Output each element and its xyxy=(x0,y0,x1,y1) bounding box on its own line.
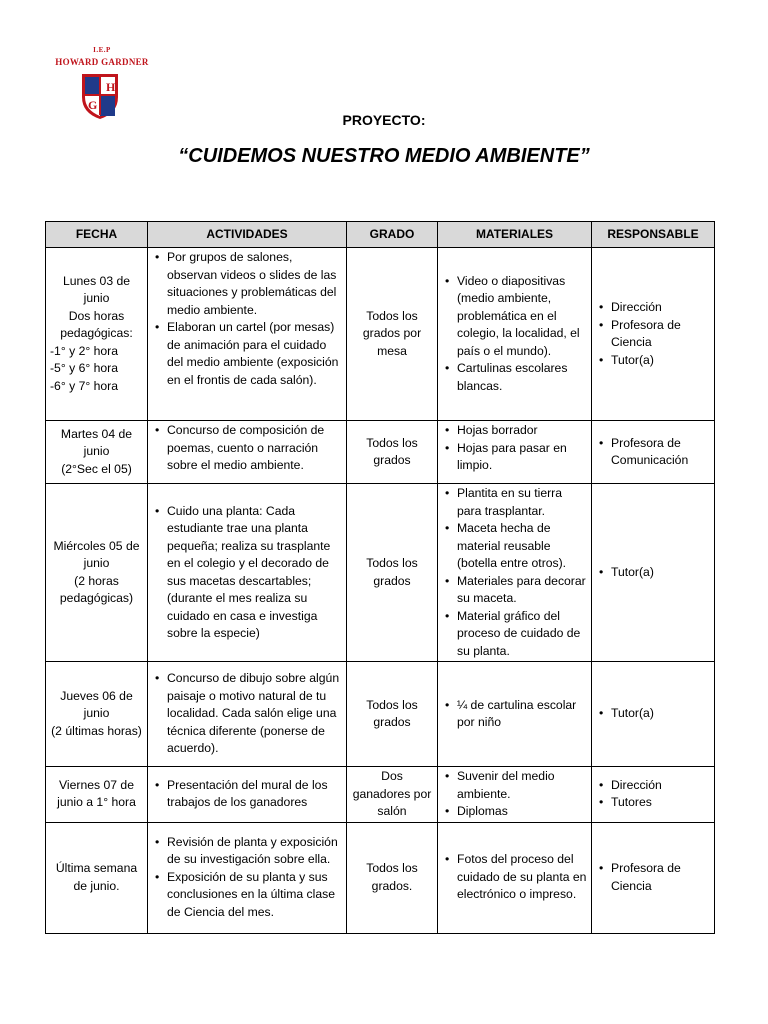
list-item: • Video o diapositivas (medio ambiente, problemática en el colegio, la localidad, el país o el mundo). xyxy=(457,273,587,361)
logo-iep-text: I.E.P xyxy=(93,46,111,54)
list-item: • Suvenir del medio ambiente. xyxy=(457,768,587,803)
list-item: • Profesora de Comunicación xyxy=(611,435,710,470)
list-item: • Hojas borrador xyxy=(457,422,587,440)
cell-fecha xyxy=(46,484,148,662)
cell-actividades xyxy=(148,662,347,767)
fecha-line: -6° y 7° hora xyxy=(50,378,119,393)
cell-grado: Todos los grados xyxy=(347,484,438,662)
fecha-line: Viernes 07 de junio a 1° hora xyxy=(57,777,136,810)
cell-fecha xyxy=(46,248,148,421)
table-header-row xyxy=(46,222,715,248)
list-item: • Plantita en su tierra para trasplantar. xyxy=(457,485,587,520)
list-item: • Presentación del mural de los trabajos de los ganadores xyxy=(167,777,342,812)
shield-letter-g: G xyxy=(88,98,98,112)
cell-fecha xyxy=(46,767,148,823)
list-item: • Elaboran un cartel (por mesas) de animación para el cuidado del medio ambiente (exposición en el frontis de cada salón). xyxy=(167,319,342,389)
cell-fecha xyxy=(46,662,148,767)
cell-grado: Dos ganadores por salón xyxy=(347,767,438,823)
fecha-line: Dos horas pedagógicas: xyxy=(60,308,133,341)
cell-fecha xyxy=(46,421,148,484)
list-item: • Dirección xyxy=(611,777,710,795)
fecha-line: Jueves 06 de junio xyxy=(60,688,133,721)
cell-materiales xyxy=(438,822,592,933)
header-actividades: ACTIVIDADES xyxy=(148,222,347,248)
logo-school-name: HOWARD GARDNER xyxy=(55,57,149,67)
cell-responsable xyxy=(592,248,715,421)
list-item: • Maceta hecha de material reusable (botella entre otros). xyxy=(457,520,587,573)
cell-grado: Todos los grados. xyxy=(347,822,438,933)
cell-actividades xyxy=(148,421,347,484)
activities-table xyxy=(45,221,715,934)
project-label: PROYECTO: xyxy=(342,112,426,128)
cell-grado: Todos los grados xyxy=(347,421,438,484)
cell-fecha xyxy=(46,822,148,933)
cell-actividades xyxy=(148,822,347,933)
fecha-line: Última semana de junio. xyxy=(55,861,138,893)
list-item: • Materiales para decorar su maceta. xyxy=(457,573,587,608)
list-item: • Exposición de su planta y sus conclusiones en la última clase de Ciencia del mes. xyxy=(167,869,342,922)
cell-materiales xyxy=(438,484,592,662)
fecha-line: -5° y 6° hora xyxy=(50,361,119,376)
table-row xyxy=(46,248,715,421)
list-item: • Cuido una planta: Cada estudiante trae una planta pequeña; realiza su trasplante en el colegio y el decorado de sus macetas descartables; (durante el mes realiza su cuidado en casa e investiga sobre la especie) xyxy=(167,503,342,643)
list-item: • Concurso de dibujo sobre algún paisaje o motivo natural de tu localidad. Cada salón elige una técnica diferente (ponerse de acuerdo). xyxy=(167,670,342,758)
cell-materiales xyxy=(438,421,592,484)
list-item: • Concurso de composición de poemas, cuento o narración sobre el medio ambiente. xyxy=(167,422,342,475)
cell-responsable xyxy=(592,767,715,823)
fecha-line: Martes 04 de junio xyxy=(60,426,133,459)
list-item: • Hojas para pasar en limpio. xyxy=(457,440,587,475)
list-item: • Fotos del proceso del cuidado de su planta en electrónico o impreso. xyxy=(457,851,587,904)
shield-letter-h: H xyxy=(106,80,116,94)
list-item: • Diplomas xyxy=(457,803,587,821)
cell-materiales xyxy=(438,767,592,823)
table-row xyxy=(46,484,715,662)
list-item: • Material gráfico del proceso de cuidado de su planta. xyxy=(457,608,587,661)
list-item: • Profesora de Ciencia xyxy=(611,317,710,352)
header-fecha: FECHA xyxy=(46,222,148,248)
fecha-line: Lunes 03 de junio xyxy=(62,273,131,306)
fecha-line: Miércoles 05 de junio xyxy=(53,538,140,570)
cell-materiales xyxy=(438,662,592,767)
cell-grado: Todos los grados xyxy=(347,662,438,767)
cell-actividades xyxy=(148,484,347,662)
cell-responsable xyxy=(592,421,715,484)
cell-actividades xyxy=(148,248,347,421)
cell-responsable xyxy=(592,822,715,933)
list-item: • Profesora de Ciencia xyxy=(611,860,710,895)
list-item: • Cartulinas escolares blancas. xyxy=(457,360,587,395)
cell-actividades xyxy=(148,767,347,823)
list-item: • Por grupos de salones, observan videos o slides de las situaciones y problemáticas del medio ambiente. xyxy=(167,249,342,319)
list-item: • ¼ de cartulina escolar por niño xyxy=(457,697,587,732)
list-item: • Revisión de planta y exposición de su investigación sobre ella. xyxy=(167,834,342,869)
table-row xyxy=(46,767,715,823)
fecha-line: (2 horas pedagógicas) xyxy=(59,573,134,605)
list-item: • Tutor(a) xyxy=(611,705,710,723)
header-grado: GRADO xyxy=(347,222,438,248)
list-item: • Tutor(a) xyxy=(611,564,710,582)
table-row xyxy=(46,822,715,933)
table-row xyxy=(46,421,715,484)
list-item: • Tutores xyxy=(611,794,710,812)
cell-responsable xyxy=(592,484,715,662)
table-row xyxy=(46,662,715,767)
fecha-line: -1° y 2° hora xyxy=(50,343,119,358)
fecha-line: (2°Sec el 05) xyxy=(61,461,132,476)
project-title: “CUIDEMOS NUESTRO MEDIO AMBIENTE” xyxy=(178,145,590,167)
cell-grado: Todos los grados por mesa xyxy=(347,248,438,421)
list-item: • Tutor(a) xyxy=(611,352,710,370)
header-materiales: MATERIALES xyxy=(438,222,592,248)
fecha-line: (2 últimas horas) xyxy=(51,723,142,738)
cell-responsable xyxy=(592,662,715,767)
cell-materiales xyxy=(438,248,592,421)
header-responsable: RESPONSABLE xyxy=(592,222,715,248)
list-item: • Dirección xyxy=(611,299,710,317)
